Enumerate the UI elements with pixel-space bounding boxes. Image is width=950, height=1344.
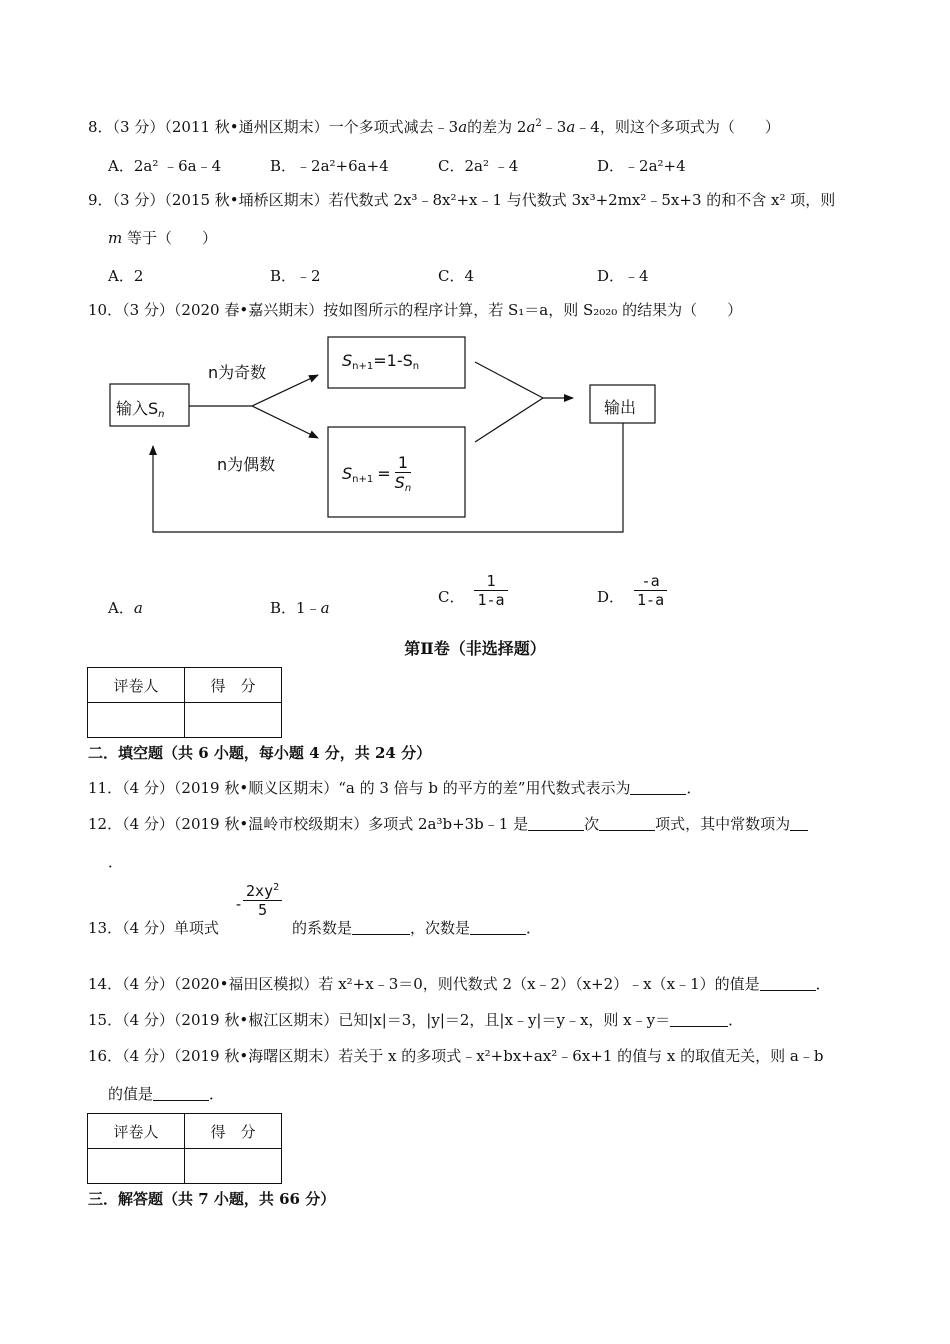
score-table-1 [87,667,282,738]
even-label: n为偶数 [217,455,276,474]
section-3-heading: 三．解答题（共 7 小题，共 66 分） [88,1190,336,1208]
even-formula: $S_{n+1}$ = $\frac{1}{S_n}$ [342,453,412,494]
q9-option-b[interactable]: B．﹣2 [270,267,321,285]
question-10: 10．（3 分）（2020 春•嘉兴期末）按如图所示的程序计算，若 S₁＝a，则 S₂₀₂₀ 的结果为（ ） [88,301,743,319]
question-16: 16．（4 分）（2019 秋•海曙区期末）若关于 x 的多项式﹣x²+bx+ax²﹣6x+1 的值与 x 的取值无关，则 a﹣b [88,1047,824,1065]
score-cell[interactable] [185,703,282,738]
q13-monomial: - $\frac{2xy^2}{5}$ [234,882,282,919]
q12-end: ． [108,853,124,871]
q11-answer-blank[interactable] [630,779,686,795]
q15-answer-blank[interactable] [670,1011,728,1027]
section-2-heading: 二．填空题（共 6 小题，每小题 4 分，共 24 分） [88,744,432,762]
q8-option-c[interactable]: C．2a² ﹣4 [438,157,519,175]
q8-option-a[interactable]: A．2a² ﹣6a﹣4 [108,157,222,175]
q10-option-d[interactable]: D． $\frac{-a}{1-a}$ [597,572,667,609]
output-label: 输出 [604,398,637,417]
odd-formula: $S_{n+1}=1-S_n$ [342,351,420,372]
reviewer-cell[interactable] [88,703,185,738]
score-cell[interactable] [185,1149,282,1184]
q12-blank-terms[interactable] [599,815,655,831]
q8-option-d[interactable]: D．﹣2a²+4 [597,157,686,175]
q9-option-a[interactable]: A．2 [108,267,144,285]
score-header: 得 分 [185,668,282,703]
question-8: 8．（3 分）（2011 秋•通州区期末）一个多项式减去﹣3a的差为 $2a^2﹣3a﹣4$，则这个多项式为（ ） [88,118,780,136]
question-13-rest: 的系数是 ，次数是 ． [292,919,542,937]
q13-blank-coefficient[interactable] [352,919,410,935]
q9-option-c[interactable]: C．4 [438,267,475,285]
reviewer-cell[interactable] [88,1149,185,1184]
section-2-title: 第Ⅱ卷（非选择题） [404,639,546,658]
question-16-line2: 的值是 ． [108,1085,225,1103]
q8-option-b[interactable]: B．﹣2a²+6a+4 [270,157,389,175]
question-9: 9．（3 分）（2015 秋•埇桥区期末）若代数式 2x³﹣8x²+x﹣1 与代数式 3x³+2mx²﹣5x+3 的和不含 x² 项，则 [88,191,836,209]
reviewer-header: 评卷人 [88,1114,185,1149]
q16-answer-blank[interactable] [153,1085,209,1101]
q10-option-a[interactable]: A．a [108,599,143,617]
score-table-2 [87,1113,282,1184]
flowchart-diagram [0,0,950,560]
input-label: 输入$S_n$ [116,399,165,420]
question-9-line2: m 等于（ ） [108,229,218,247]
q13-blank-degree[interactable] [470,919,526,935]
question-13: 13．（4 分）单项式 [88,919,219,937]
q10-option-b[interactable]: B．1﹣a [270,599,330,617]
question-12: 12．（4 分）（2019 秋•温岭市校级期末）多项式 2a³b+3b﹣1 是 次 项式，其中常数项为 [88,814,808,834]
question-14: 14．（4 分）（2020•福田区模拟）若 x²+x﹣3＝0，则代数式 2（x﹣2）（x+2）﹣x（x﹣1）的值是 ． [88,975,831,993]
odd-merge-line [475,362,543,398]
question-11: 11．（4 分）（2019 秋•顺义区期末）“a 的 3 倍与 b 的平方的差”用代数式表示为 ． [88,779,702,797]
q9-option-d[interactable]: D．﹣4 [597,267,649,285]
question-15: 15．（4 分）（2019 秋•椒江区期末）已知|x|＝3，|y|＝2，且|x﹣y|＝y﹣x，则 x﹣y＝ ． [88,1011,744,1029]
q12-blank-constant[interactable] [790,815,808,831]
q12-blank-degree[interactable] [528,815,584,831]
odd-label: n为奇数 [208,363,267,382]
reviewer-header: 评卷人 [88,668,185,703]
even-merge-line [475,398,543,442]
even-arrow [252,406,318,438]
q10-option-c[interactable]: C． $\frac{1}{1-a}$ [438,572,508,609]
q14-answer-blank[interactable] [760,975,816,991]
score-header: 得 分 [185,1114,282,1149]
